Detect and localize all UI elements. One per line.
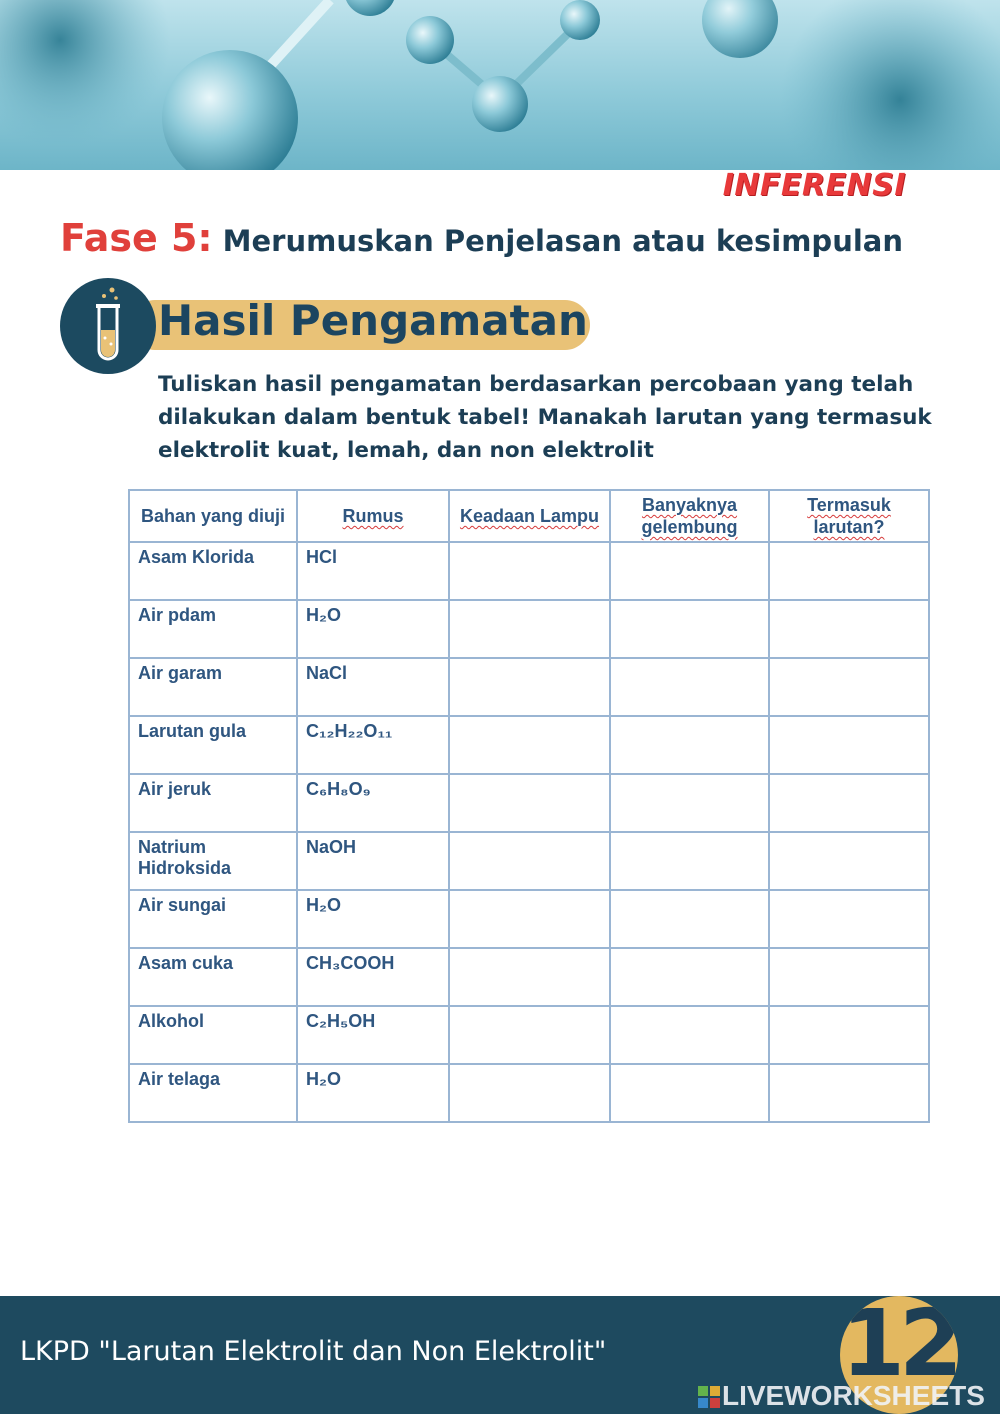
instructions-text: Tuliskan hasil pengamatan berdasarkan percobaan yang telah dilakukan dalam bentuk tabel! Manakah larutan yang termasuk elektrolit kuat, lemah, dan non elektrolit <box>158 372 932 463</box>
phase-number: Fase 5: <box>60 216 213 260</box>
gelembung-cell[interactable] <box>610 658 769 716</box>
page-number: 12 <box>840 1296 958 1397</box>
phase-heading <box>60 216 903 260</box>
rumus-cell: H₂O <box>297 890 449 948</box>
rumus-cell: NaCl <box>297 658 449 716</box>
phase-description: Merumuskan Penjelasan atau kesimpulan <box>222 224 903 258</box>
gelembung-cell[interactable] <box>610 832 769 890</box>
keadaan-lampu-cell[interactable] <box>449 542 610 600</box>
liveworksheets-watermark: LIVEWORKSHEETS <box>698 1380 985 1412</box>
gelembung-cell[interactable] <box>610 542 769 600</box>
table-row <box>129 1064 929 1122</box>
hero-banner <box>0 0 1000 170</box>
test-tube-icon <box>60 278 156 374</box>
rumus-cell: H₂O <box>297 600 449 658</box>
rumus-cell: NaOH <box>297 832 449 890</box>
table-row <box>129 832 929 890</box>
observation-table <box>128 489 930 1123</box>
termasuk-larutan-cell[interactable] <box>769 890 929 948</box>
table-row <box>129 948 929 1006</box>
inferensi-tag: INFERENSI <box>722 168 906 203</box>
table-row <box>129 774 929 832</box>
rumus-cell: C₂H₅OH <box>297 1006 449 1064</box>
header-keadaan-lampu: Keadaan Lampu <box>449 490 610 542</box>
bahan-cell: Natrium Hidroksida <box>129 832 297 890</box>
termasuk-larutan-cell[interactable] <box>769 542 929 600</box>
bahan-cell: Larutan gula <box>129 716 297 774</box>
liveworksheets-logo-icon <box>698 1386 720 1408</box>
termasuk-larutan-cell[interactable] <box>769 1064 929 1122</box>
termasuk-larutan-cell[interactable] <box>769 658 929 716</box>
header-termasuk-larutan: Termasuk larutan? <box>769 490 929 542</box>
section-icon-badge <box>60 278 156 374</box>
bahan-cell: Air jeruk <box>129 774 297 832</box>
bahan-cell: Air pdam <box>129 600 297 658</box>
table-row <box>129 890 929 948</box>
table-row <box>129 658 929 716</box>
bahan-cell: Air sungai <box>129 890 297 948</box>
rumus-cell: H₂O <box>297 1064 449 1122</box>
rumus-cell: HCl <box>297 542 449 600</box>
termasuk-larutan-cell[interactable] <box>769 832 929 890</box>
header-bahan: Bahan yang diuji <box>129 490 297 542</box>
molecule-illustration <box>0 0 1000 170</box>
bahan-cell: Asam cuka <box>129 948 297 1006</box>
gelembung-cell[interactable] <box>610 890 769 948</box>
table-row <box>129 600 929 658</box>
gelembung-cell[interactable] <box>610 948 769 1006</box>
table-row <box>129 1006 929 1064</box>
footer-title: LKPD "Larutan Elektrolit dan Non Elektrolit" <box>20 1336 607 1367</box>
gelembung-cell[interactable] <box>610 1064 769 1122</box>
bahan-cell: Air garam <box>129 658 297 716</box>
section-title: Hasil Pengamatan <box>158 296 588 345</box>
keadaan-lampu-cell[interactable] <box>449 716 610 774</box>
gelembung-cell[interactable] <box>610 1006 769 1064</box>
gelembung-cell[interactable] <box>610 716 769 774</box>
keadaan-lampu-cell[interactable] <box>449 948 610 1006</box>
termasuk-larutan-cell[interactable] <box>769 600 929 658</box>
rumus-cell: C₆H₈O₉ <box>297 774 449 832</box>
keadaan-lampu-cell[interactable] <box>449 600 610 658</box>
bahan-cell: Asam Klorida <box>129 542 297 600</box>
table-row <box>129 716 929 774</box>
termasuk-larutan-cell[interactable] <box>769 1006 929 1064</box>
bahan-cell: Alkohol <box>129 1006 297 1064</box>
termasuk-larutan-cell[interactable] <box>769 774 929 832</box>
keadaan-lampu-cell[interactable] <box>449 774 610 832</box>
table-header-row <box>129 490 929 542</box>
table-row <box>129 542 929 600</box>
bahan-cell: Air telaga <box>129 1064 297 1122</box>
rumus-cell: CH₃COOH <box>297 948 449 1006</box>
rumus-cell: C₁₂H₂₂O₁₁ <box>297 716 449 774</box>
keadaan-lampu-cell[interactable] <box>449 1064 610 1122</box>
keadaan-lampu-cell[interactable] <box>449 1006 610 1064</box>
gelembung-cell[interactable] <box>610 774 769 832</box>
termasuk-larutan-cell[interactable] <box>769 948 929 1006</box>
keadaan-lampu-cell[interactable] <box>449 658 610 716</box>
keadaan-lampu-cell[interactable] <box>449 890 610 948</box>
termasuk-larutan-cell[interactable] <box>769 716 929 774</box>
header-banyaknya-gelembung: Banyaknya gelembung <box>610 490 769 542</box>
keadaan-lampu-cell[interactable] <box>449 832 610 890</box>
gelembung-cell[interactable] <box>610 600 769 658</box>
header-rumus: Rumus <box>297 490 449 542</box>
